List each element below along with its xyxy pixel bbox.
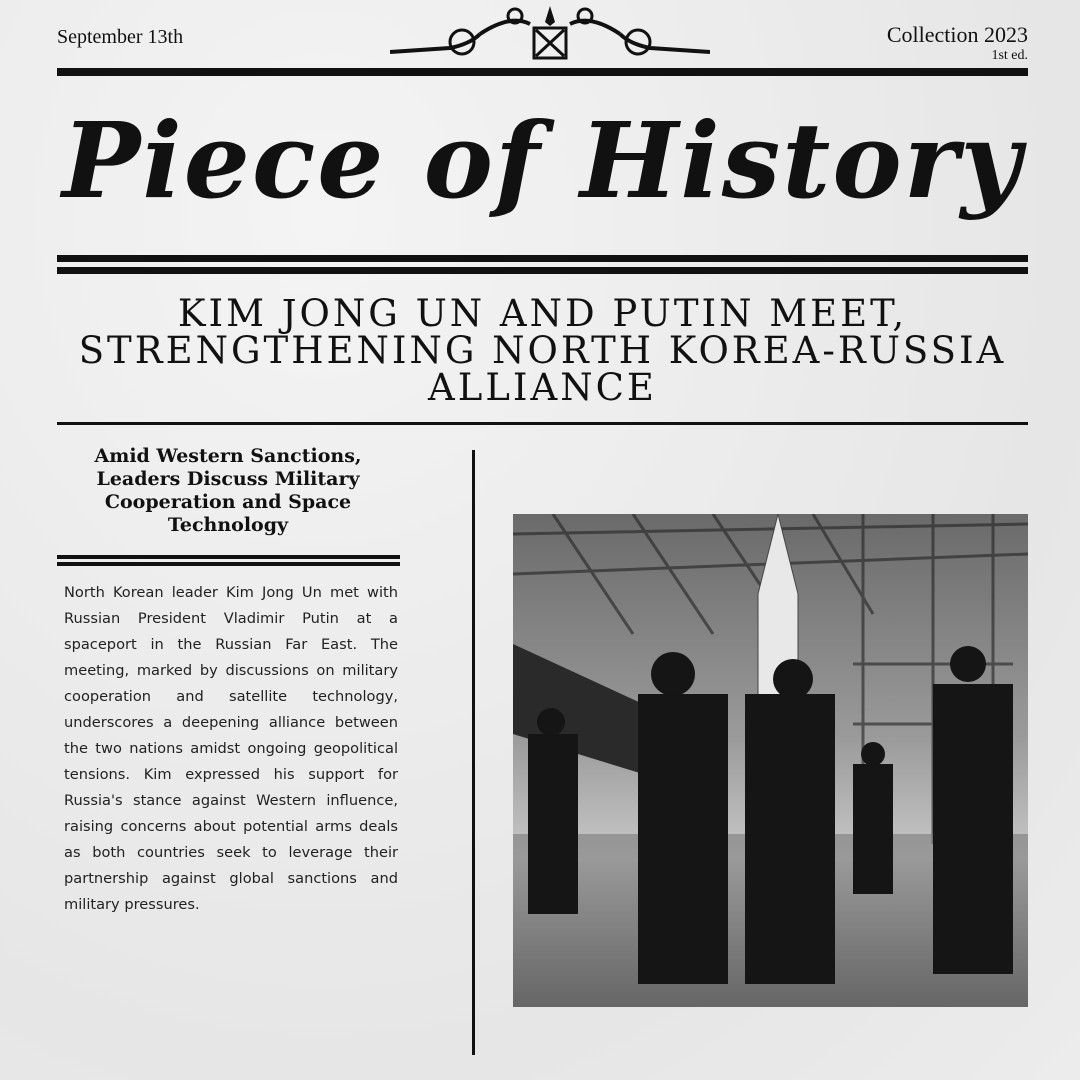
headline-rule <box>57 422 1028 425</box>
masthead-title: Piece of History <box>62 99 1023 222</box>
ornament-logo <box>390 4 710 60</box>
article-subheadline: Amid Western Sanctions, Leaders Discuss Military Cooperation and Space Technology <box>94 445 362 536</box>
collection-label: Collection 2023 <box>886 22 1028 47</box>
edition-label: 1st ed. <box>991 48 1028 63</box>
subhead-rule-lower <box>57 562 400 566</box>
masthead-rule-upper <box>57 255 1028 262</box>
article-body: North Korean leader Kim Jong Un met with Russian President Vladimir Putin at a spaceport in the Russian Far East. The meeting, marked by discussions on military cooperation and satellite technology, underscores a deepening alliance between the two nations amidst ongoing geopolitical tensions. Kim expressed his support for Russia's stance against Western influence, raising concerns about potential arms deals as both countries seek to leverage their partnership against global sanctions and military pressures. <box>64 584 398 913</box>
masthead-rule-lower <box>57 267 1028 274</box>
top-rule <box>57 68 1028 76</box>
subhead-rule-upper <box>57 555 400 559</box>
issue-date: September 13th <box>57 26 184 48</box>
column-divider <box>472 450 475 1055</box>
article-photo <box>513 514 1028 1007</box>
article-headline: KIM JONG UN AND PUTIN MEET, STRENGTHENING NORTH KOREA-RUSSIA ALLIANCE <box>78 292 1007 409</box>
